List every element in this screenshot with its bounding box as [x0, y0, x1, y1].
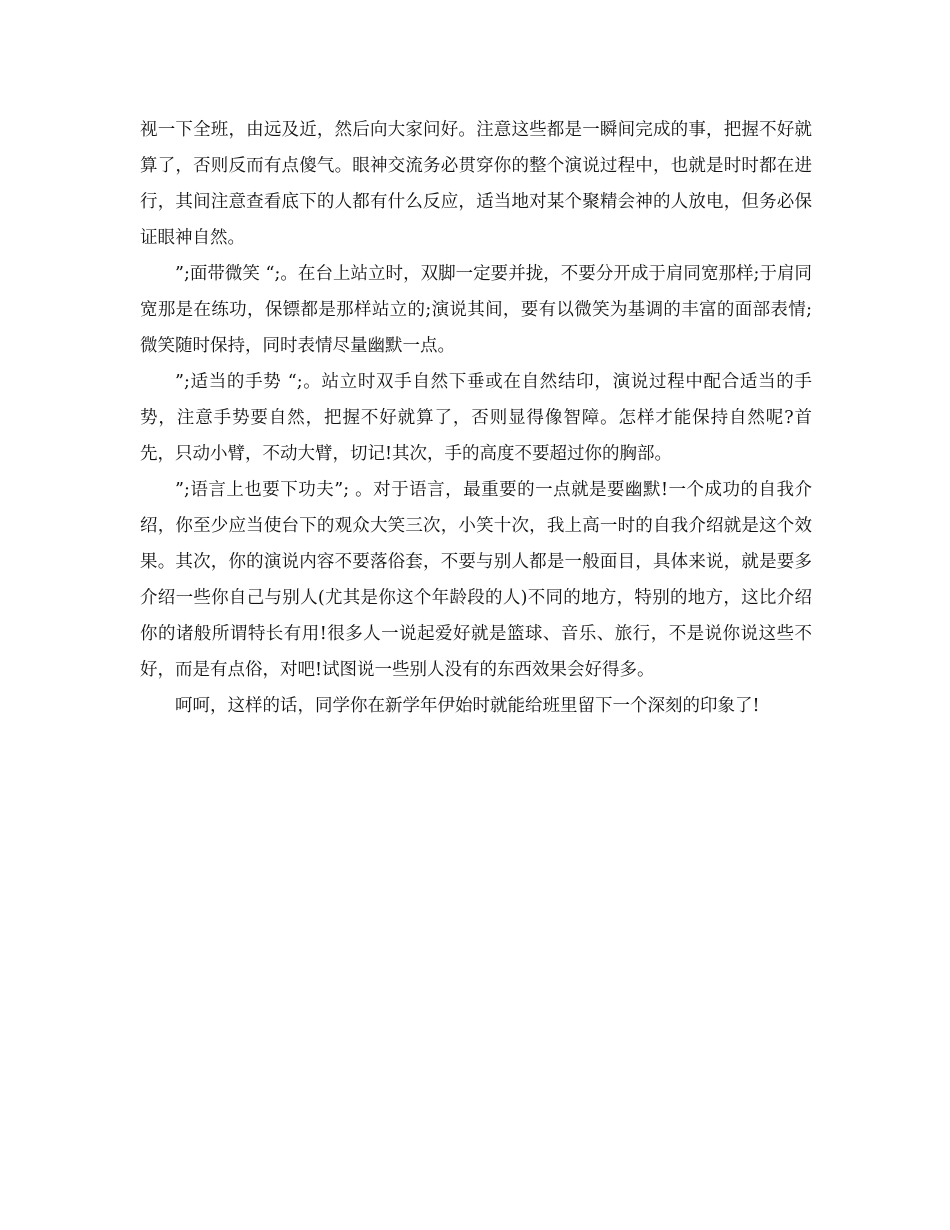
document-body — [140, 112, 812, 724]
paragraph-language: ”;语言上也要下功夫”; 。对于语言，最重要的一点就是要幽默!一个成功的自我介绍，你至少应当使台下的观众大笑三次，小笑十次，我上高一时的自我介绍就是这个效果。其次，你的演说内容不要落俗套，不要与别人都是一般面目，具体来说，就是要多介绍一些你自己与别人(尤其是你这个年龄段的人)不同的地方，特别的地方，这比介绍你的诸般所谓特长有用!很多人一说起爱好就是篮球、音乐、旅行，不是说你说这些不好，而是有点俗，对吧!试图说一些别人没有的东西效果会好得多。 — [140, 480, 812, 680]
paragraph-gestures: ”;适当的手势 “;。站立时双手自然下垂或在自然结印，演说过程中配合适当的手势，注意手势要自然，把握不好就算了，否则显得像智障。怎样才能保持自然呢?首先，只动小臂，不动大臂，切记!其次，手的高度不要超过你的胸部。 — [140, 372, 812, 464]
paragraph-eye-contact: 视一下全班，由远及近，然后向大家问好。注意这些都是一瞬间完成的事，把握不好就算了，否则反而有点傻气。眼神交流务必贯穿你的整个演说过程中，也就是时时都在进行，其间注意查看底下的人都有什么反应，适当地对某个聚精会神的人放电，但务必保证眼神自然。 — [140, 120, 812, 248]
paragraph-smile: ”;面带微笑 “;。在台上站立时，双脚一定要并拢，不要分开成于肩同宽那样;于肩同宽那是在练功，保镖都是那样站立的;演说其间，要有以微笑为基调的丰富的面部表情;微笑随时保持，同时表情尽量幽默一点。 — [140, 264, 812, 356]
paragraph-closing: 呵呵，这样的话，同学你在新学年伊始时就能给班里留下一个深刻的印象了! — [175, 696, 760, 716]
